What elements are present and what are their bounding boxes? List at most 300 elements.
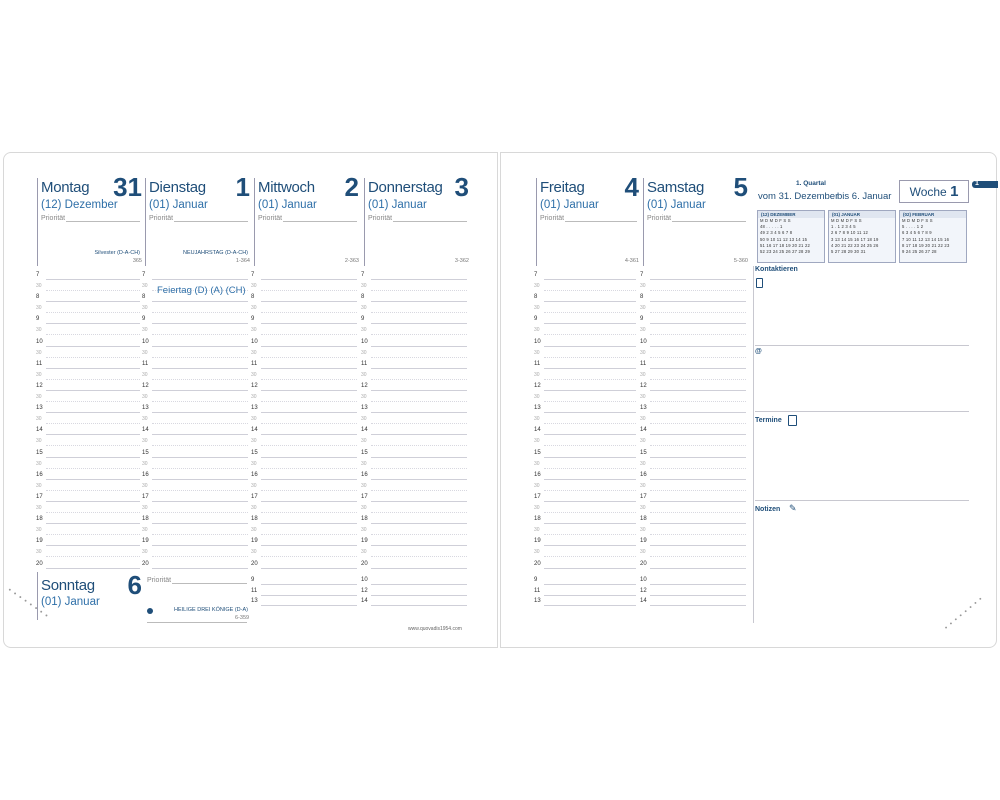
hour-line <box>544 434 636 435</box>
half-hour-label: 30 <box>36 349 42 356</box>
half-hour-label: 30 <box>640 438 646 445</box>
half-hour-label: 30 <box>361 394 367 400</box>
hour-line <box>261 457 357 458</box>
hour-line <box>650 279 746 280</box>
half-hour-line <box>46 556 140 557</box>
day-index: 6-359 <box>235 615 250 621</box>
email-label: @ <box>755 348 762 355</box>
hour-label: 18 <box>251 516 258 523</box>
day-number: 2 <box>344 172 359 202</box>
hour-label: 9 <box>534 577 538 583</box>
hour-row[interactable] <box>361 272 471 294</box>
half-hour-line <box>371 423 467 424</box>
hour-row[interactable] <box>534 361 640 383</box>
hour-line <box>544 301 636 302</box>
hour-line <box>650 301 746 302</box>
hour-row[interactable] <box>251 316 361 338</box>
contacts-label: Kontaktieren <box>755 266 798 273</box>
half-hour-line <box>261 401 357 402</box>
half-hour-label: 30 <box>36 482 42 489</box>
hour-row[interactable] <box>361 427 471 449</box>
hour-label: 12 <box>534 383 541 389</box>
hour-row[interactable] <box>534 427 640 449</box>
half-hour-line <box>46 357 140 358</box>
hour-label: 10 <box>361 338 368 345</box>
hour-row[interactable] <box>534 538 640 560</box>
hour-row[interactable] <box>361 405 471 427</box>
hour-row[interactable] <box>361 472 471 494</box>
hour-label: 18 <box>36 516 43 523</box>
hour-label: 13 <box>251 598 258 604</box>
hour-label: 10 <box>640 338 647 345</box>
hour-label: 18 <box>361 516 368 523</box>
hour-line <box>650 368 746 369</box>
hour-line <box>261 479 357 480</box>
mini-calendar-row: 5 . . . . 1 2 <box>902 224 924 230</box>
hour-line <box>371 279 467 280</box>
hour-row[interactable] <box>640 405 750 427</box>
hour-line <box>261 434 357 435</box>
hour-label: 9 <box>361 316 365 323</box>
hour-label: 19 <box>640 538 647 545</box>
hour-row[interactable] <box>361 339 471 361</box>
hour-label: 17 <box>36 494 43 500</box>
hour-label: 8 <box>36 294 40 301</box>
hour-row[interactable] <box>534 383 640 405</box>
day-month: (01) Januar <box>368 199 427 211</box>
half-hour-line <box>371 312 467 313</box>
half-hour-label: 30 <box>361 327 367 334</box>
half-hour-line <box>46 512 140 513</box>
hour-row[interactable] <box>142 427 252 449</box>
half-hour-label: 30 <box>251 394 257 400</box>
hour-label: 8 <box>534 294 538 301</box>
hour-row[interactable] <box>640 361 750 383</box>
half-hour-line <box>544 423 636 424</box>
hour-label: 19 <box>361 538 368 545</box>
hour-line <box>371 584 467 585</box>
half-hour-label: 30 <box>36 305 42 312</box>
day-month: (01) Januar <box>41 596 100 608</box>
half-hour-line <box>650 534 746 535</box>
hour-label: 15 <box>142 449 149 456</box>
half-hour-label: 30 <box>142 349 148 356</box>
hour-line <box>544 523 636 524</box>
hour-label: 15 <box>251 449 258 456</box>
hour-row[interactable] <box>142 405 252 427</box>
mini-calendar-row: 3 13 14 15 16 17 18 19 <box>831 236 879 242</box>
half-hour-line <box>46 490 140 491</box>
mini-calendar-row: 51 16 17 18 19 20 21 22 <box>760 242 811 248</box>
hour-row[interactable] <box>142 339 252 361</box>
hour-row[interactable] <box>251 294 361 316</box>
hour-row[interactable] <box>534 405 640 427</box>
mini-calendar-row: M D M D F S S <box>902 218 933 223</box>
day-header-tuesday <box>145 172 254 266</box>
half-hour-line <box>261 490 357 491</box>
hour-line <box>544 390 636 391</box>
half-hour-label: 30 <box>251 505 257 511</box>
hour-row[interactable] <box>361 494 471 516</box>
half-hour-line <box>261 468 357 469</box>
hour-line <box>544 346 636 347</box>
hour-row[interactable] <box>36 294 144 316</box>
day-header-sunday <box>37 572 146 620</box>
half-hour-line <box>371 357 467 358</box>
hour-line <box>544 457 636 458</box>
hour-row[interactable] <box>534 294 640 316</box>
hour-label: 7 <box>142 272 146 278</box>
mini-calendar-row: 49 2 3 4 5 6 7 8 <box>760 230 793 236</box>
hour-row[interactable] <box>142 472 252 494</box>
hour-label: 17 <box>361 494 368 500</box>
hour-row[interactable] <box>361 316 471 338</box>
half-hour-label: 30 <box>142 482 148 489</box>
hour-row[interactable] <box>36 538 144 560</box>
hour-row[interactable] <box>361 383 471 405</box>
half-hour-label: 30 <box>640 549 646 556</box>
hour-row[interactable] <box>142 294 255 316</box>
hour-label: 8 <box>142 294 146 301</box>
hour-row[interactable] <box>36 361 144 383</box>
half-hour-line <box>650 290 746 291</box>
half-hour-label: 30 <box>534 394 540 400</box>
quarter-label: 1. Quartal <box>796 180 826 187</box>
priority-line <box>172 583 247 584</box>
half-hour-line <box>371 401 467 402</box>
half-hour-line <box>544 468 636 469</box>
day-header-friday <box>536 172 643 266</box>
hour-row[interactable] <box>36 516 144 538</box>
hour-line <box>544 595 636 596</box>
hour-line <box>46 457 140 458</box>
hour-label: 17 <box>640 494 647 500</box>
mini-calendar-row: 48 . . . . . 1 <box>760 224 783 230</box>
half-hour-line <box>650 490 746 491</box>
bullet-icon <box>147 608 153 614</box>
half-hour-line <box>46 379 140 380</box>
hour-label: 13 <box>251 405 258 412</box>
half-hour-line <box>152 556 248 557</box>
hour-line <box>371 605 467 606</box>
hour-line <box>261 584 357 585</box>
hour-row[interactable] <box>142 316 255 338</box>
hour-row[interactable] <box>142 450 252 472</box>
hour-line <box>152 479 248 480</box>
half-hour-line <box>46 312 140 313</box>
hour-label: 17 <box>534 494 541 500</box>
half-hour-line <box>544 534 636 535</box>
day-month: (12) Dezember <box>41 199 118 211</box>
hour-label: 16 <box>640 471 647 478</box>
hour-row[interactable] <box>534 450 640 472</box>
hour-label: 15 <box>361 449 368 456</box>
hour-row[interactable] <box>361 598 471 620</box>
hour-label: 8 <box>251 294 255 301</box>
day-name: Sonntag <box>41 577 95 594</box>
day-number: 1 <box>235 172 250 202</box>
hour-label: 11 <box>142 360 149 367</box>
half-hour-line <box>152 379 248 380</box>
half-hour-label: 30 <box>251 305 257 312</box>
hour-row[interactable] <box>534 516 640 538</box>
half-hour-line <box>371 445 467 446</box>
hour-line <box>544 279 636 280</box>
half-hour-label: 30 <box>534 527 540 534</box>
day-header-thursday <box>364 172 473 266</box>
half-hour-line <box>261 512 357 513</box>
half-hour-label: 30 <box>142 305 148 312</box>
hour-row[interactable] <box>251 472 361 494</box>
priority-line <box>672 221 746 222</box>
hour-row[interactable] <box>640 272 750 294</box>
half-hour-line <box>152 401 248 402</box>
half-hour-line <box>544 334 636 335</box>
hour-label: 13 <box>534 598 541 604</box>
hour-label: 16 <box>142 471 149 478</box>
hour-label: 14 <box>361 598 368 604</box>
week-tab[interactable] <box>972 181 998 188</box>
week-number: 1 <box>950 183 959 200</box>
hour-label: 18 <box>640 516 647 523</box>
half-hour-label: 30 <box>142 438 148 445</box>
hour-row[interactable] <box>36 316 144 338</box>
priority-line <box>283 221 357 222</box>
half-hour-label: 30 <box>251 327 257 334</box>
hour-row[interactable] <box>251 516 361 538</box>
priority-line <box>565 221 637 222</box>
day-index: 3-362 <box>454 258 469 264</box>
mini-calendar-row: M D M D F S S <box>831 218 862 223</box>
hour-row[interactable] <box>251 383 361 405</box>
half-hour-line <box>152 512 248 513</box>
hour-row[interactable] <box>142 538 252 560</box>
hour-row[interactable] <box>36 494 144 516</box>
website-url: www.quovadis1954.com <box>408 626 462 632</box>
hour-row[interactable] <box>36 405 144 427</box>
hour-label: 16 <box>251 471 258 478</box>
hour-label: 9 <box>251 316 255 323</box>
hour-row[interactable] <box>534 598 640 620</box>
half-hour-line <box>544 290 636 291</box>
hour-row[interactable] <box>640 598 750 620</box>
priority-line <box>66 221 140 222</box>
hour-label: 14 <box>361 427 368 434</box>
hour-row[interactable] <box>142 516 252 538</box>
half-hour-label: 30 <box>640 305 646 312</box>
hour-row[interactable] <box>142 361 252 383</box>
half-hour-line <box>152 445 248 446</box>
hour-row[interactable] <box>640 494 750 516</box>
hour-label: 18 <box>534 516 541 523</box>
hour-label: 15 <box>640 449 647 456</box>
hour-row[interactable] <box>640 472 750 494</box>
hour-row[interactable] <box>534 339 640 361</box>
hour-row[interactable] <box>361 516 471 538</box>
appointments-label: Termine <box>755 417 782 424</box>
half-hour-label: 30 <box>534 349 540 356</box>
hour-row[interactable] <box>36 450 144 472</box>
hour-row[interactable] <box>640 538 750 560</box>
half-hour-label: 30 <box>36 505 42 511</box>
pen-icon: ✎ <box>789 503 797 513</box>
half-hour-label: 30 <box>534 305 540 312</box>
phone-icon <box>756 278 763 288</box>
day-name: Freitag <box>540 179 585 196</box>
hour-label: 20 <box>142 560 149 567</box>
half-hour-label: 30 <box>534 549 540 556</box>
half-hour-line <box>46 290 140 291</box>
mini-calendar-row: 9 24 25 26 27 28 <box>902 249 937 255</box>
hour-row[interactable] <box>534 494 640 516</box>
hour-row[interactable] <box>534 472 640 494</box>
hour-label: 9 <box>36 316 40 323</box>
half-hour-label: 30 <box>534 371 540 378</box>
hour-label: 19 <box>534 538 541 545</box>
mini-calendar-row: 6 3 4 5 6 7 8 9 <box>902 230 932 236</box>
hour-label: 12 <box>361 587 368 594</box>
half-hour-label: 30 <box>142 283 148 289</box>
half-hour-label: 30 <box>640 283 646 289</box>
hour-row[interactable] <box>36 472 144 494</box>
hour-label: 20 <box>534 560 541 567</box>
hour-row[interactable] <box>534 272 640 294</box>
hour-label: 7 <box>251 272 255 278</box>
day-name: Montag <box>41 179 90 196</box>
hour-row[interactable] <box>251 598 361 620</box>
hour-label: 20 <box>361 560 368 567</box>
day-number: 3 <box>454 172 469 202</box>
half-hour-line <box>544 490 636 491</box>
hour-label: 10 <box>142 338 149 345</box>
hour-label: 19 <box>142 538 149 545</box>
half-hour-line <box>650 357 746 358</box>
hour-row[interactable] <box>251 538 361 560</box>
hour-line <box>46 545 140 546</box>
half-hour-line <box>544 379 636 380</box>
half-hour-label: 30 <box>534 482 540 489</box>
hour-line <box>650 605 746 606</box>
hour-row[interactable] <box>251 494 361 516</box>
mini-calendar-title: (12) DEZEMBER <box>758 211 824 218</box>
hour-label: 11 <box>36 360 43 367</box>
hour-line <box>46 368 140 369</box>
hour-label: 9 <box>251 577 255 583</box>
hour-label: 12 <box>361 383 368 389</box>
hour-label: 12 <box>640 587 647 594</box>
hour-row[interactable] <box>142 494 252 516</box>
hour-row[interactable] <box>36 339 144 361</box>
hour-label: 11 <box>534 360 541 367</box>
hour-row[interactable] <box>251 427 361 449</box>
half-hour-line <box>152 468 248 469</box>
mini-calendar-row: 2 6 7 8 9 10 11 12 <box>831 230 869 236</box>
half-hour-line <box>152 490 248 491</box>
notes-label: Notizen <box>755 506 781 513</box>
half-hour-label: 30 <box>251 482 257 489</box>
day-number: 6 <box>127 570 142 600</box>
hour-label: 10 <box>534 338 541 345</box>
day-number: 4 <box>624 172 639 202</box>
priority-label: Priorität <box>540 215 565 222</box>
half-hour-line <box>371 379 467 380</box>
half-hour-line <box>46 534 140 535</box>
hour-row[interactable] <box>640 316 750 338</box>
hour-label: 20 <box>251 560 258 567</box>
half-hour-line <box>544 312 636 313</box>
hour-row[interactable] <box>640 339 750 361</box>
hour-row[interactable] <box>361 361 471 383</box>
half-hour-line <box>650 468 746 469</box>
day-index: 4-361 <box>624 258 639 264</box>
hour-line <box>371 545 467 546</box>
hour-line <box>46 568 140 569</box>
hour-label: 14 <box>640 598 647 604</box>
hour-label: 13 <box>534 405 541 412</box>
day-index: 5-360 <box>733 258 748 264</box>
day-name: Samstag <box>647 179 705 196</box>
hour-line <box>152 545 248 546</box>
hour-label: 8 <box>361 294 365 301</box>
half-hour-label: 30 <box>251 349 257 356</box>
hour-row[interactable] <box>640 383 750 405</box>
hour-row[interactable] <box>251 339 361 361</box>
priority-line <box>393 221 467 222</box>
half-hour-line <box>371 334 467 335</box>
hour-line <box>261 301 357 302</box>
hour-row[interactable] <box>251 450 361 472</box>
hour-line <box>650 434 746 435</box>
hour-line <box>46 523 140 524</box>
hour-row[interactable] <box>251 405 361 427</box>
hour-row[interactable] <box>361 294 471 316</box>
hour-row[interactable] <box>361 538 471 560</box>
hour-row[interactable] <box>640 450 750 472</box>
half-hour-line <box>152 312 248 313</box>
half-hour-label: 30 <box>534 438 540 445</box>
half-hour-line <box>46 423 140 424</box>
hour-row[interactable] <box>251 272 361 294</box>
hour-row[interactable] <box>534 316 640 338</box>
half-hour-label: 30 <box>640 505 646 511</box>
hour-line <box>46 412 140 413</box>
half-hour-label: 30 <box>361 505 367 511</box>
hour-label: 9 <box>142 316 146 323</box>
hour-row[interactable] <box>361 450 471 472</box>
binding-dots-left: • • • • • • • • <box>6 586 50 621</box>
hour-line <box>371 523 467 524</box>
day-month: (01) Januar <box>149 199 208 211</box>
holiday-note: Feiertag (D) (A) (CH) <box>157 285 246 296</box>
half-hour-line <box>650 423 746 424</box>
hour-label: 14 <box>251 427 258 434</box>
hour-line <box>650 457 746 458</box>
hour-row[interactable] <box>36 427 144 449</box>
hour-row[interactable] <box>640 516 750 538</box>
hour-row[interactable] <box>640 294 750 316</box>
half-hour-label: 30 <box>36 416 42 423</box>
half-hour-line <box>46 445 140 446</box>
hour-label: 12 <box>640 383 647 389</box>
half-hour-label: 30 <box>142 394 148 400</box>
hour-row[interactable] <box>36 272 144 294</box>
half-hour-label: 30 <box>36 438 42 445</box>
hour-row[interactable] <box>142 383 252 405</box>
hour-row[interactable] <box>251 361 361 383</box>
hour-row[interactable] <box>640 427 750 449</box>
hour-row[interactable] <box>36 383 144 405</box>
half-hour-label: 30 <box>251 549 257 556</box>
